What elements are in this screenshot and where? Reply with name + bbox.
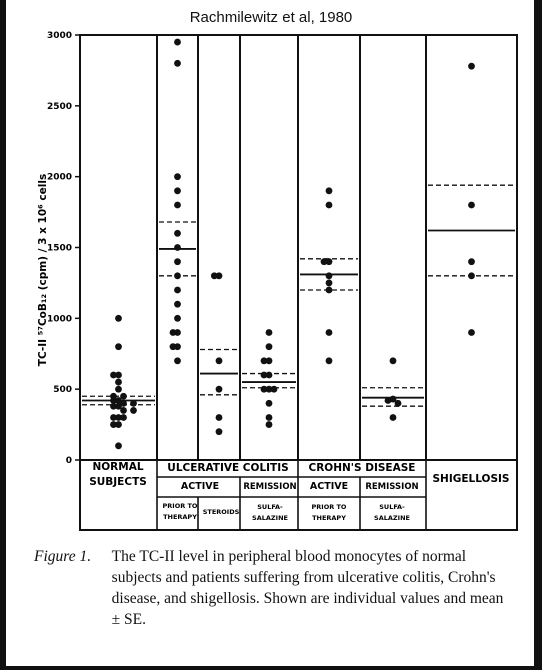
- data-point: [174, 258, 181, 265]
- data-point: [174, 173, 181, 180]
- data-point: [174, 187, 181, 194]
- data-point: [174, 301, 181, 308]
- data-point: [115, 379, 122, 386]
- crohn-label: CROHN'S DISEASE: [308, 462, 416, 474]
- data-point: [468, 258, 475, 265]
- data-point: [266, 343, 273, 350]
- y-axis-ticks: [47, 31, 80, 466]
- data-point: [326, 272, 333, 279]
- data-point: [468, 329, 475, 336]
- uc-steroids-label: STEROIDS: [202, 508, 240, 516]
- y-tick-label: 500: [53, 385, 72, 396]
- data-point: [120, 407, 127, 414]
- data-point: [326, 202, 333, 209]
- data-point: [174, 230, 181, 237]
- data-point: [115, 315, 122, 322]
- uc-sulfa-label-2: SALAZINE: [252, 514, 288, 522]
- data-point: [110, 403, 117, 410]
- data-point: [174, 244, 181, 251]
- caption-label: Figure 1.: [34, 548, 92, 565]
- data-point: [326, 280, 333, 287]
- data-point: [115, 442, 122, 449]
- crohn-active-label: ACTIVE: [309, 481, 349, 492]
- crohn-prior-label: PRIOR TO: [311, 503, 347, 511]
- data-point: [170, 329, 177, 336]
- data-point: [261, 357, 268, 364]
- caption-text: The TC-II level in peripheral blood monocytes of normal subjects and patients suffering from ulcerative colitis, Crohn's disease, and shigellosis. Shown are individual values and mean ± SE.: [111, 548, 504, 628]
- uc-active-label: ACTIVE: [180, 481, 220, 492]
- y-tick-label: 2000: [46, 172, 72, 183]
- y-tick-label: 2500: [46, 101, 72, 112]
- data-point: [174, 315, 181, 322]
- data-point: [468, 202, 475, 209]
- data-point: [266, 421, 273, 428]
- crohn-remission-label: REMISSION: [365, 482, 419, 492]
- data-point: [390, 414, 397, 421]
- normal-subjects-label-2: SUBJECTS: [89, 476, 147, 488]
- data-point: [110, 414, 117, 421]
- data-point: [174, 357, 181, 364]
- data-point: [271, 386, 278, 393]
- data-point: [326, 329, 333, 336]
- bottom-edge: [0, 666, 542, 670]
- y-tick-label: 0: [65, 456, 72, 466]
- data-point: [261, 372, 268, 379]
- y-tick-label: 1500: [46, 243, 72, 254]
- data-point: [326, 357, 333, 364]
- crohn-sulfa-label-2: SALAZINE: [374, 514, 410, 522]
- y-tick-label: 3000: [46, 31, 72, 41]
- data-point: [385, 397, 392, 404]
- data-point: [110, 421, 117, 428]
- y-tick-label: 1000: [46, 314, 72, 325]
- data-point: [321, 258, 328, 265]
- data-point: [110, 372, 117, 379]
- uc-label: ULCERATIVE COLITIS: [167, 462, 289, 474]
- data-point: [115, 386, 122, 393]
- data-point: [211, 272, 218, 279]
- data-point: [216, 414, 223, 421]
- grid-lines: [80, 35, 517, 530]
- data-point: [130, 407, 137, 414]
- data-point: [174, 272, 181, 279]
- shigellosis-label: SHIGELLOSIS: [432, 473, 510, 485]
- data-point: [174, 39, 181, 46]
- uc-prior-label: PRIOR TO: [162, 502, 198, 510]
- data-point: [468, 63, 475, 70]
- figure-title: Rachmilewitz et al, 1980: [189, 9, 353, 26]
- data-point: [326, 187, 333, 194]
- data-point: [390, 357, 397, 364]
- uc-remission-label: REMISSION: [243, 482, 297, 492]
- data-point: [216, 357, 223, 364]
- y-axis-label: TC-II ⁵⁷CoB₁₂ (cpm) / 3 x 10⁶ cells: [37, 173, 49, 367]
- data-point: [115, 343, 122, 350]
- uc-prior-label-2: THERAPY: [163, 513, 197, 521]
- data-point: [174, 202, 181, 209]
- data-point: [170, 343, 177, 350]
- crohn-prior-label-2: THERAPY: [312, 514, 346, 522]
- data-point: [395, 400, 402, 407]
- data-point: [130, 400, 137, 407]
- data-point: [468, 272, 475, 279]
- data-point: [216, 428, 223, 435]
- data-point: [216, 386, 223, 393]
- data-point: [266, 400, 273, 407]
- data-point: [266, 414, 273, 421]
- figure-caption: [34, 546, 504, 630]
- data-point: [326, 287, 333, 294]
- crohn-sulfa-label: SULFA-: [379, 503, 405, 511]
- data-point: [174, 60, 181, 67]
- data-point: [261, 386, 268, 393]
- data-point: [120, 414, 127, 421]
- data-point: [266, 329, 273, 336]
- uc-sulfa-label: SULFA-: [257, 503, 283, 511]
- normal-subjects-label: NORMAL: [92, 461, 144, 473]
- data-point: [174, 287, 181, 294]
- header-table: [89, 461, 509, 522]
